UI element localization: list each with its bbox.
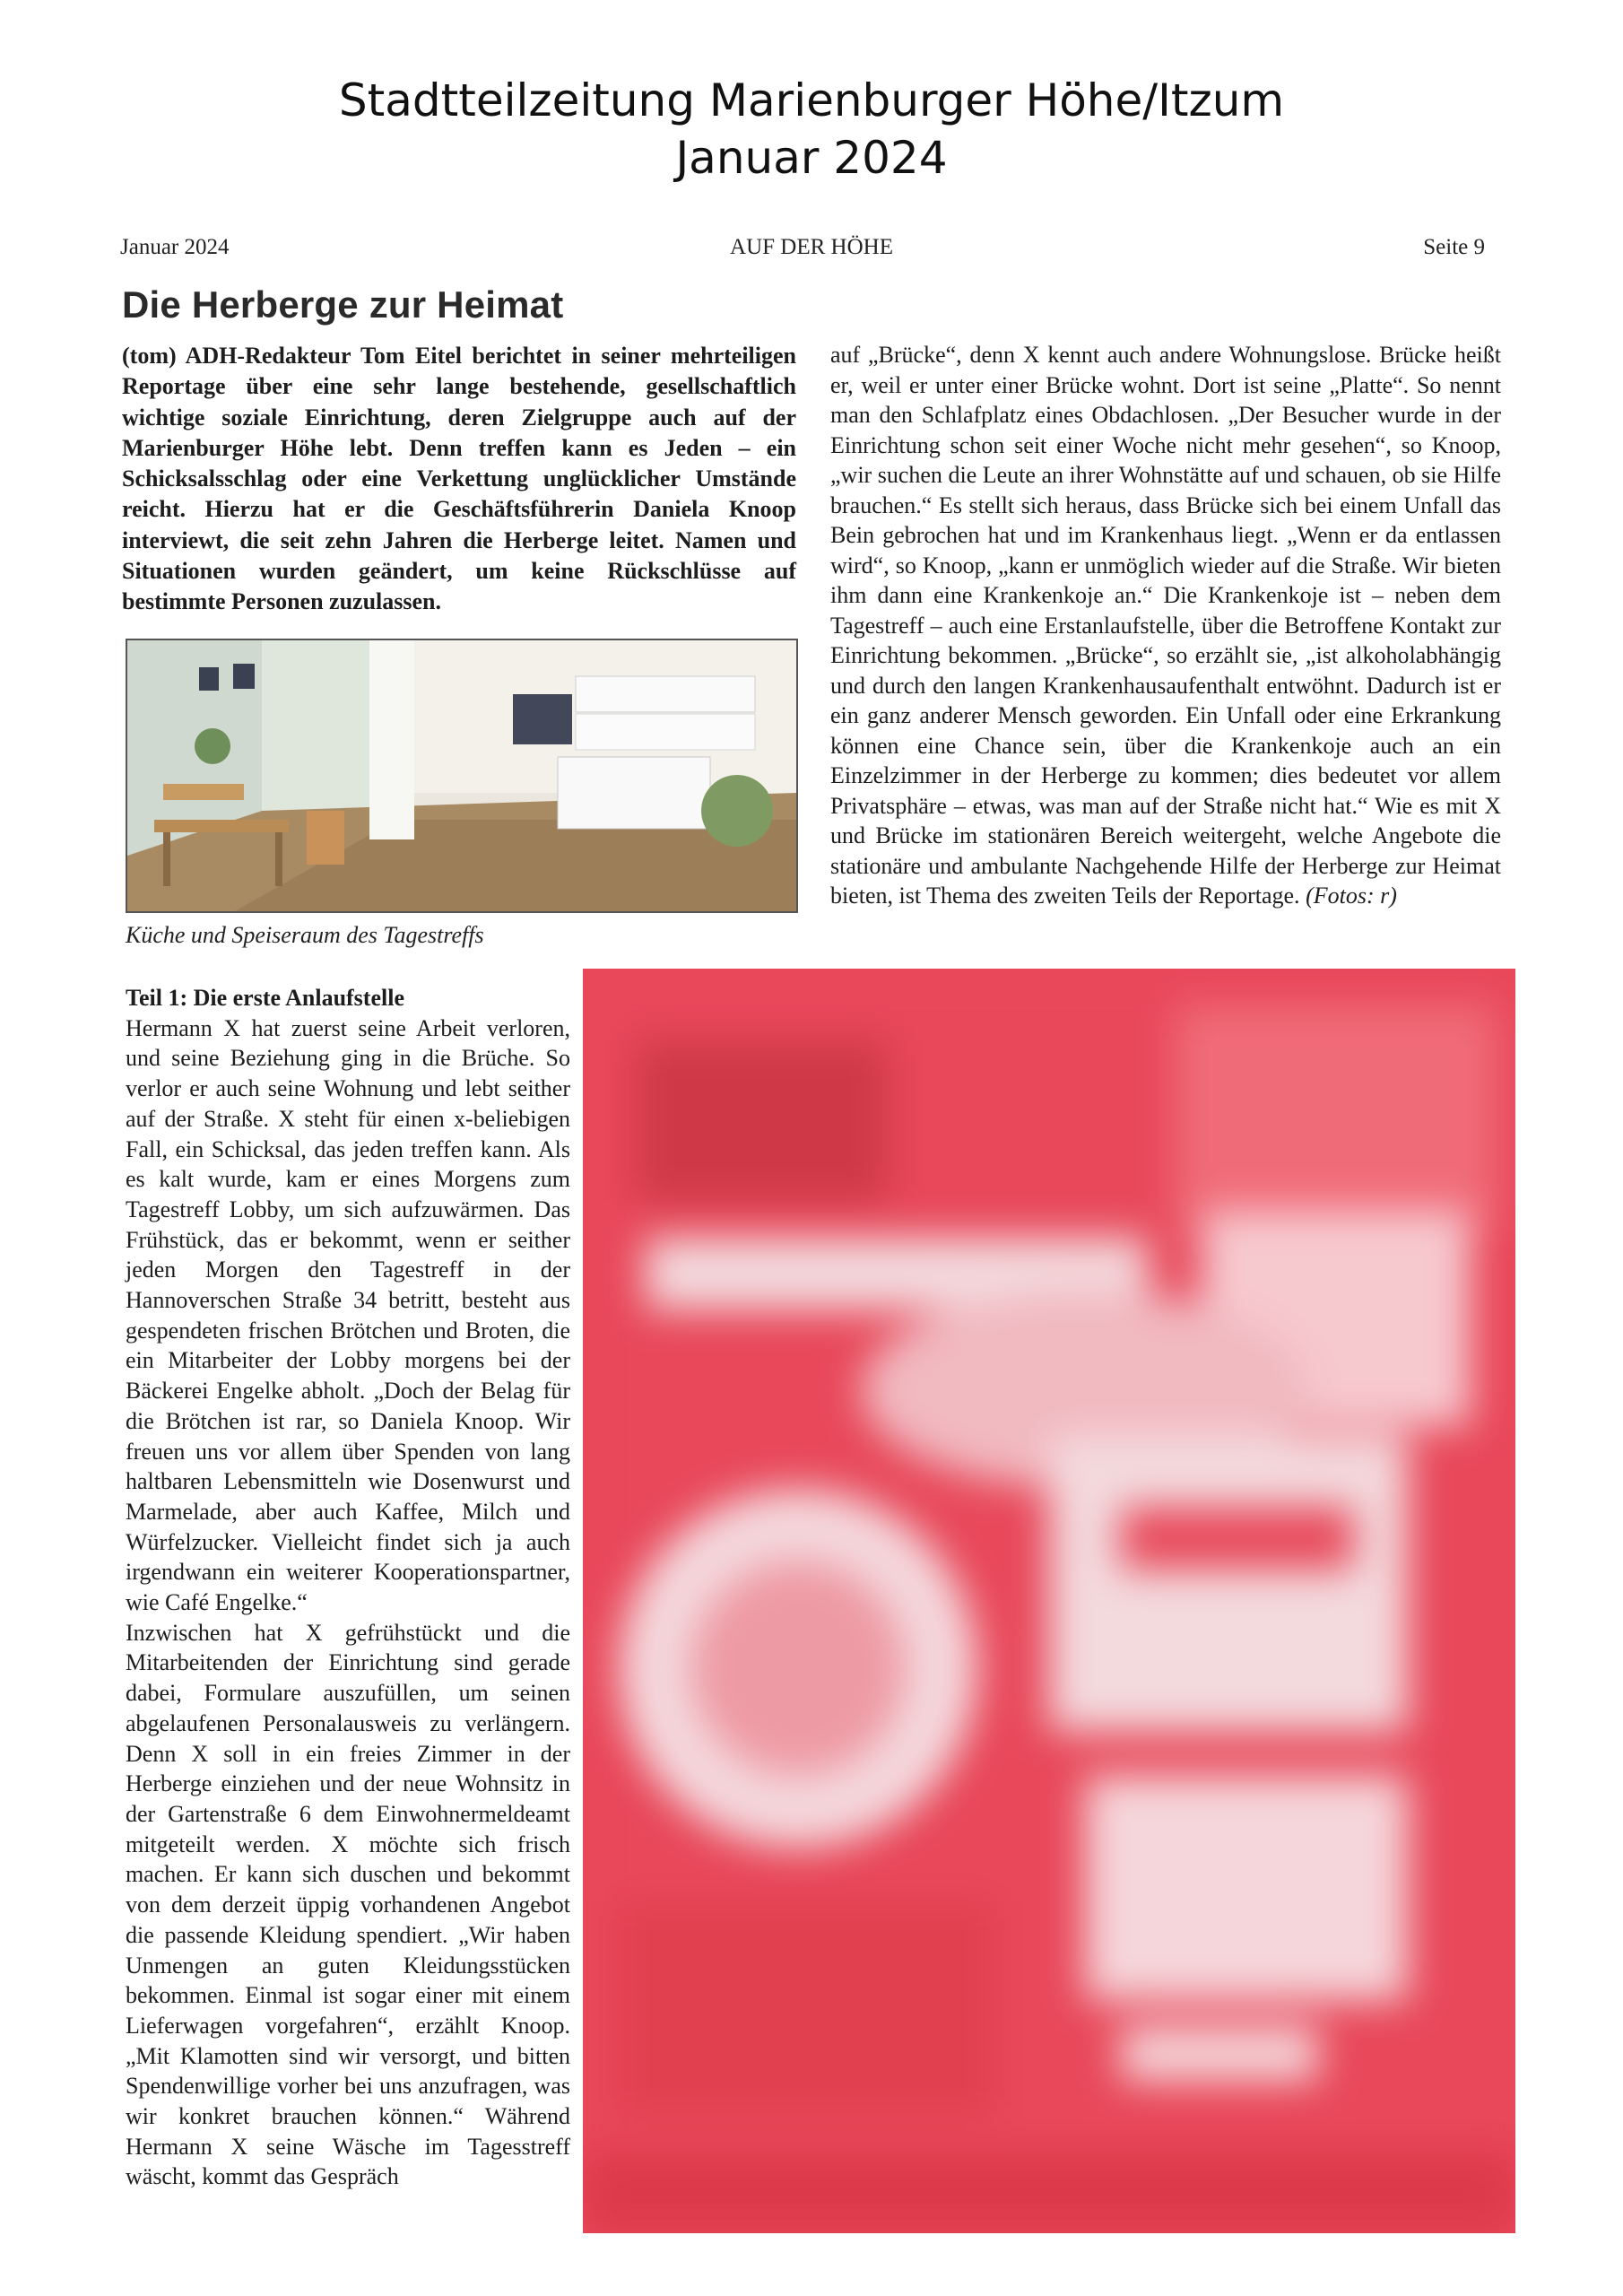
- running-head-section: AUF DER HÖHE: [730, 235, 893, 259]
- blurred-ad-graphic: [583, 969, 1515, 2233]
- section-heading: Teil 1: Die erste Anlaufstelle: [126, 985, 404, 1011]
- running-head-page: Seite 9: [1423, 235, 1485, 259]
- article-column-left: [126, 983, 570, 2192]
- article-headline: Die Herberge zur Heimat: [122, 283, 564, 326]
- banner-issue-date: Januar 2024: [675, 132, 948, 184]
- left-column-paragraph-2: Inzwischen hat X gefrühstückt und die Mitarbeitenden der Einrichtung sind gerade dabei, Formulare auszufüllen, um seinen abgelaufenen Personalausweis zu verlängern. Denn X soll in ein freies Zimmer in der Herberge einziehen und der neue Wohnsitz in der Gartenstraße 6 dem Einwohnermeldeamt mitgeteilt werden. X möchte sich frisch machen. Er kann sich duschen und bekommt von dem derzeit üppig vorhandenen Angebot die passende Kleidung spendiert. „Wir haben Unmengen an guten Kleidungsstücken bekommen. Einmal ist sogar einer mit einem Lieferwagen vorgefahren“, erzählt Knoop. „Mit Klamotten sind wir versorgt, und bitten Spendenwillige vorher bei uns anzufragen, was wir konkret brauchen können.“ Während Hermann X seine Wäsche im Tagesstreff wäscht, kommt das Gespräch: [126, 1619, 570, 2190]
- photo-credit: (Fotos: r): [1306, 883, 1397, 909]
- right-column-text: auf „Brücke“, denn X kennt auch andere Wohnungslose. Brücke heißt er, weil er unter einer Brücke wohnt. Dort ist seine „Platte“. So nennt man den Schlafplatz eines Obdachlosen. „Der Besucher wurde in der Einrichtung schon seit einer Woche nicht mehr gesehen“, so Knoop, „wir suchen die Leute an ihrer Wohnstätte auf und schauen, ob sie Hilfe brauchen.“ Es stellt sich heraus, dass Brücke sich bei einem Unfall das Bein gebrochen hat und im Krankenhaus liegt. „Wenn er da entlassen wird“, so Knoop, „kann er unmöglich wieder auf die Straße. Wir bieten ihm dann eine Krankenkoje an.“ Die Krankenkoje ist – neben dem Tagestreff – auch eine Erstanlaufstelle, über die Betroffene Kontakt zur Einrichtung bekommen. „Brücke“, so erzählt sie, „ist alkoholabhängig und durch den langen Krankenhausaufenthalt entwöhnt. Dadurch ist er ein ganz anderer Mensch geworden. Ein Unfall oder eine Erkrankung können eine Chance sein, über die Krankenkoje auch an ein Einzelzimmer in der Herberge zu kommen; dies bedeutet vor allem Privatsphäre – etwas, was man auf der Straße nicht hat.“ Wie es mit X und Brücke im stationären Bereich weitergeht, welche Angebote die stationäre und ambulante Nachgehende Hilfe der Herberge zur Heimat bieten, ist Thema des zweiten Teils der Reportage.: [830, 342, 1501, 909]
- article-lead: (tom) ADH-Redakteur Tom Eitel berichtet in seiner mehrteiligen Reportage über eine sehr lange bestehende, gesellschaftlich wichtige soziale Einrichtung, deren Zielgruppe auch auf der Marienburger Höhe lebt. Denn treffen kann es Jeden – ein Schicksalsschlag oder eine Verkettung unglücklicher Umstände reicht. Hierzu hat er die Geschäftsführerin Daniela Knoop interviewt, die seit zehn Jahren die Herberge leitet. Namen und Situationen wurden geändert, um keine Rückschlüsse auf bestimmte Personen zuzulassen.: [122, 343, 796, 615]
- photo-caption: Küche und Speiseraum des Tagestreffs: [126, 922, 484, 948]
- article-column-right: [830, 340, 1501, 911]
- newspaper-banner: [0, 72, 1623, 187]
- banner-title: Stadtteilzeitung Marienburger Höhe/Itzum: [338, 74, 1285, 126]
- kitchen-dining-photo: [126, 639, 798, 913]
- left-column-paragraph-1: Hermann X hat zuerst seine Arbeit verloren, und seine Beziehung ging in die Brüche. So verlor er auch seine Wohnung und lebt seither auf der Straße. X steht für einen x-beliebigen Fall, ein Schicksal, das jeden treffen kann. Als es kalt wurde, kam er eines Morgens zum Tagestreff Lobby, um sich aufzuwärmen. Das Frühstück, das er bekommt, wenn er seither jeden Morgen den Tagestreff in der Hannoverschen Straße 34 betritt, besteht aus gespendeten frischen Brötchen und Broten, die ein Mitarbeiter der Lobby morgens bei der Bäckerei Engelke abholt. „Doch der Belag für die Brötchen ist rar, so Daniela Knoop. Wir freuen uns vor allem über Spenden von lang haltbaren Lebensmitteln wie Dosenwurst und Marmelade, aber auch Kaffee, Milch und Würfelzucker. Vielleicht findet sich ja auch irgendwann ein weiterer Kooperationspartner, wie Café Engelke.“: [126, 1014, 570, 1616]
- running-head-date: Januar 2024: [120, 235, 230, 259]
- kitchen-dining-illustration: [127, 640, 796, 911]
- blurred-advertisement: [583, 969, 1515, 2233]
